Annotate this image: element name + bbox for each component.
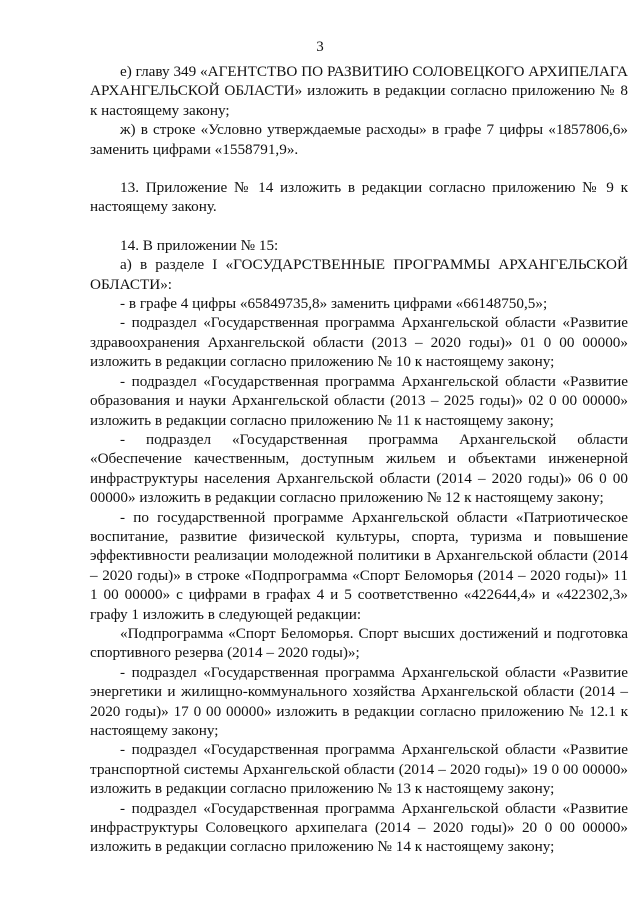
paragraph-13: 13. Приложение № 14 изложить в редакции согласно приложению № 9 к настоящему закону. [90,179,628,216]
list-item: - подраздел «Государственная программа Архангельской области «Развитие энергетики и жилищно-коммунального хозяйства Архангельской области (2014 – 2020 годы)» 17 0 00 00000» изложить в редакции согласно приложению № 12.1 к настоящему закону; [90,663,628,739]
paragraph-gap [90,159,628,178]
list-item: - по государственной программе Архангельской области «Патриотическое воспитание, развитие физической культуры, спорта, туризма и повышение эффективности реализации молодежной политики в Архангельской области (2014 – 2020 годы)» в строке «Подпрограмма «Спорт Беломорья (2014 – 2020 годы)» 11 1 00 00000» с цифрами в графах 4 и 5 соответственно «422644,4» и «422302,3» графу 1 изложить в следующей редакции: [90,508,628,623]
list-item: - подраздел «Государственная программа Архангельской области «Развитие инфраструктуры Соловецкого архипелага (2014 – 2020 годы)» 20 0 00 00000» изложить в редакции согласно приложению № 14 к настоящему закону; [90,799,628,856]
list-item: - подраздел «Государственная программа Архангельской области «Развитие транспортной системы Архангельской области (2014 – 2020 годы)» 19 0 00 00000» изложить в редакции согласно приложению № 13 к настоящему закону; [90,741,628,798]
paragraph-gap [90,217,628,236]
page-number: 3 [316,39,324,55]
paragraph-item-a: а) в разделе I «ГОСУДАРСТВЕННЫЕ ПРОГРАММЫ АРХАНГЕЛЬСКОЙ ОБЛАСТИ»: [90,256,628,293]
list-item: - подраздел «Государственная программа Архангельской области «Развитие образования и науки Архангельской области (2013 – 2025 годы)» 02 0 00 00000» изложить в редакции согласно приложению № 11 к настоящему закону; [90,372,628,429]
quoted-paragraph: «Подпрограмма «Спорт Беломорья. Спорт высших достижений и подготовка спортивного резерва (2014 – 2020 годы)»; [90,624,628,662]
paragraph-14-heading: 14. В приложении № 15: [120,236,279,254]
list-item: - подраздел «Государственная программа Архангельской области «Обеспечение качественным, доступным жильем и объектами инженерной инфраструктуры населения Архангельской области (2014 – 2020 годы)» 06 0 00 00000» изложить в редакции согласно приложению № 12 к настоящему закону; [90,430,628,507]
list-item: - в графе 4 цифры «65849735,8» заменить цифрами «66148750,5»; [120,295,548,313]
paragraph-item-zh: ж) в строке «Условно утверждаемые расходы» в графе 7 цифры «1857806,6» заменить цифрами «1558791,9». [90,121,628,158]
document-body [90,62,628,857]
paragraph-item-e: е) главу 349 «АГЕНТСТВО ПО РАЗВИТИЮ СОЛОВЕЦКОГО АРХИПЕЛАГА АРХАНГЕЛЬСКОЙ ОБЛАСТИ» изложить в редакции согласно приложению № 8 к настоящему закону; [90,63,628,119]
list-item: - подраздел «Государственная программа Архангельской области «Развитие здравоохранения Архангельской области (2013 – 2020 годы)» 01 0 00 00000» изложить в редакции согласно приложению № 10 к настоящему закону; [90,314,628,371]
